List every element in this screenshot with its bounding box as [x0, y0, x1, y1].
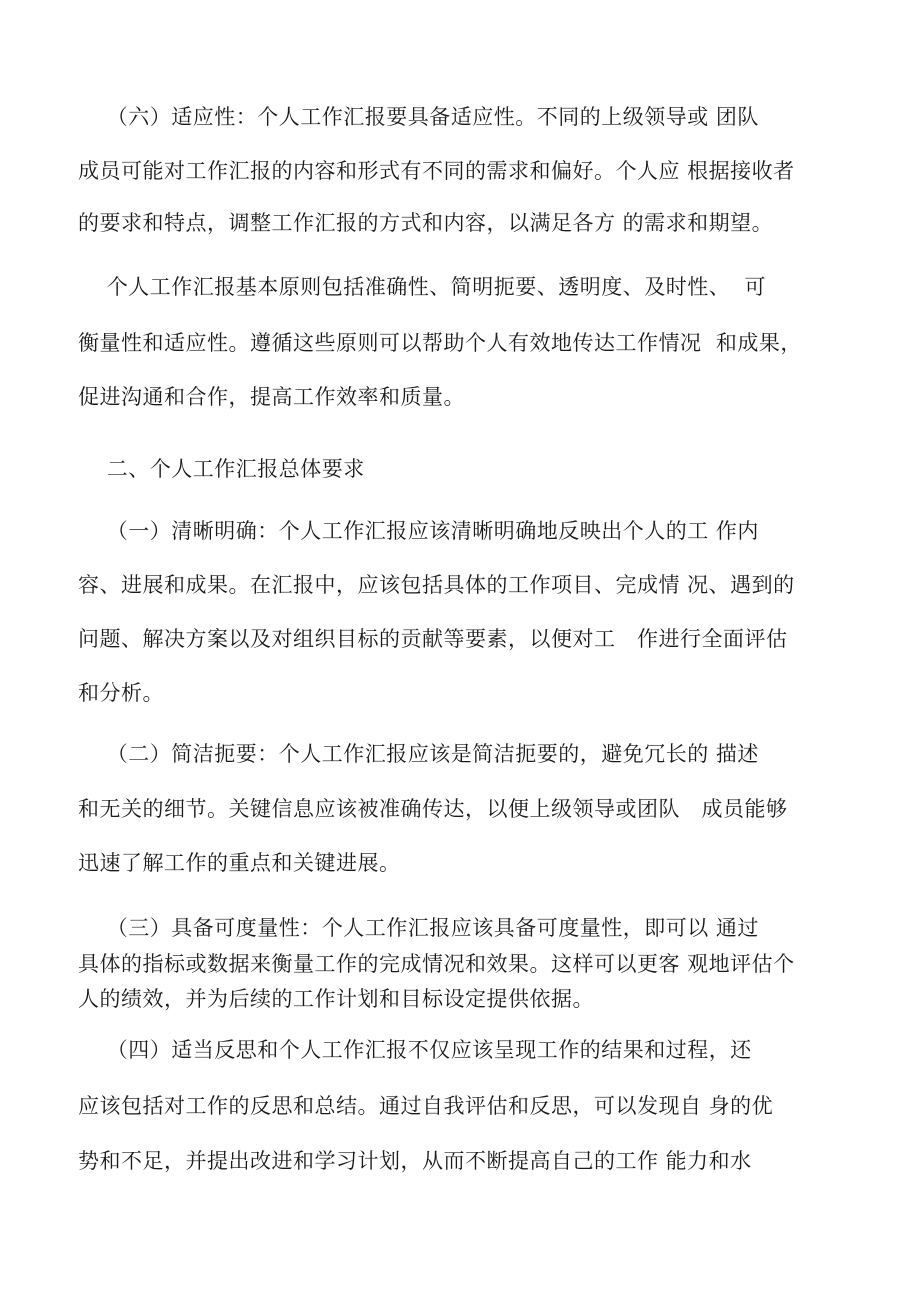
text-line: 个人工作汇报基本原则包括准确性、简明扼要、透明度、及时性、 可 [78, 275, 767, 299]
text-line: 成员可能对工作汇报的内容和形式有不同的需求和偏好。个人应 根据接收者 [78, 159, 795, 183]
text-line: （一）清晰明确：个人工作汇报应该清晰明确地反映出个人的工 作内 [78, 519, 759, 543]
text-line: 和分析。 [78, 681, 164, 705]
text-line: （六）适应性：个人工作汇报要具备适应性。不同的上级领导或 团队 [78, 105, 759, 129]
text-line: 容、进展和成果。在汇报中，应该包括具体的工作项目、完成情 况、遇到的 [78, 573, 795, 597]
text-line: 的要求和特点，调整工作汇报的方式和内容，以满足各方 的需求和期望。 [78, 211, 774, 235]
text-line: 应该包括对工作的反思和总结。通过自我评估和反思，可以发现自 身的优 [78, 1094, 774, 1118]
heading-text: 二、个人工作汇报总体要求 [78, 457, 365, 481]
text-line: 具体的指标或数据来衡量工作的完成情况和效果。这样可以更客 观地评估个 [78, 952, 795, 976]
text-line: 迅速了解工作的重点和关键进展。 [78, 851, 401, 875]
text-line: 促进沟通和合作，提高工作效率和质量。 [78, 385, 465, 409]
text-line: 衡量性和适应性。遵循这些原则可以帮助个人有效地传达工作情况 和成果， [78, 331, 802, 355]
text-line: （三）具备可度量性：个人工作汇报应该具备可度量性，即可以 通过 [78, 916, 759, 940]
text-line: （二）简洁扼要：个人工作汇报应该是简洁扼要的，避免冗长的 描述 [78, 742, 759, 766]
text-line: 势和不足，并提出改进和学习计划，从而不断提高自己的工作 能力和水 [78, 1149, 752, 1173]
text-line: 问题、解决方案以及对组织目标的贡献等要素，以便对工 作进行全面评估 [78, 627, 788, 651]
text-line: 人的绩效，并为后续的工作计划和目标设定提供依据。 [78, 987, 594, 1011]
text-line: 和无关的细节。关键信息应该被准确传达，以便上级领导或团队 成员能够 [78, 797, 788, 821]
text-line: （四）适当反思和个人工作汇报不仅应该呈现工作的结果和过程，还 [78, 1038, 752, 1062]
